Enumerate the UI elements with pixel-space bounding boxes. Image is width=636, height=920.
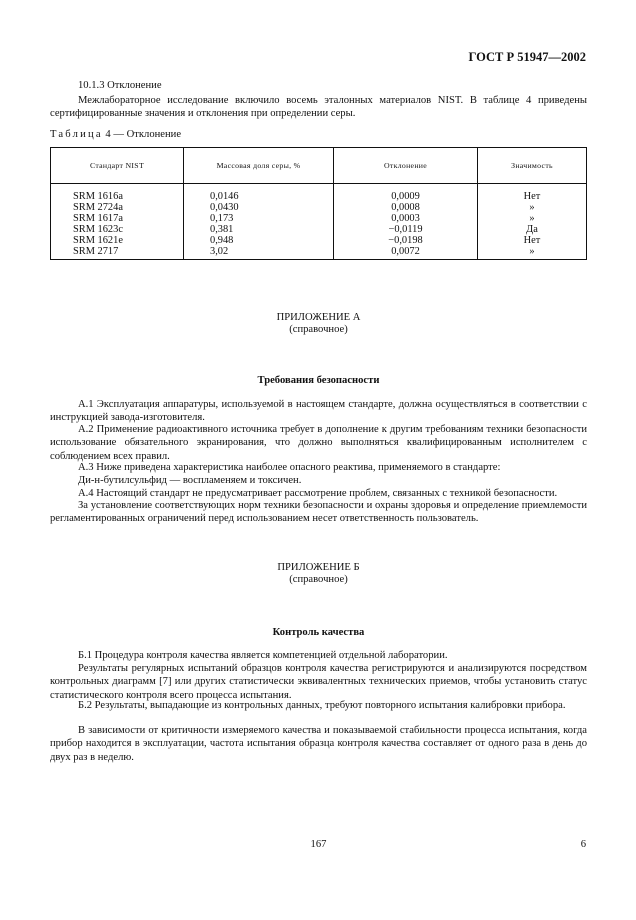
table-row	[51, 184, 587, 203]
header-deviation: Отклонение	[334, 148, 478, 184]
section-title: 10.1.3 Отклонение	[78, 80, 162, 91]
cell-significance: Нет	[478, 235, 587, 246]
appendix-a-paragraph: А.2 Применение радиоактивного источника требует в дополнение к другим требованиям техники безопасности использование обязательного экранирования, что должно выполняться квалифицированным исполнителем с соблюдением всех правил.	[50, 424, 587, 462]
section-paragraph: Межлабораторное исследование включило восемь эталонных материалов NIST. В таблице 4 приведены сертифицированные значения и отклонения при определении серы.	[50, 95, 587, 120]
appendix-a-title: ПРИЛОЖЕНИЕ А	[276, 312, 361, 323]
appendix-a-paragraph: А.4 Настоящий стандарт не предусматривает рассмотрение проблем, связанных с техникой безопасности.	[78, 488, 558, 499]
cell-significance: »	[478, 213, 587, 224]
cell-deviation: −0,0198	[334, 235, 478, 246]
table-row	[51, 235, 587, 246]
appendix-b-title: ПРИЛОЖЕНИЕ Б	[277, 562, 360, 573]
cell-sulfur: 0,948	[184, 235, 334, 246]
cell-standard: SRM 1617a	[51, 213, 184, 224]
cell-significance: Да	[478, 224, 587, 235]
page-number-right: 6	[580, 839, 586, 850]
cell-sulfur: 0,0146	[184, 184, 334, 203]
cell-sulfur: 0,173	[184, 213, 334, 224]
table-row	[51, 213, 587, 224]
standard-code: ГОСТ Р 51947—2002	[468, 50, 586, 64]
cell-deviation: 0,0008	[334, 202, 478, 213]
cell-sulfur: 0,381	[184, 224, 334, 235]
appendix-b-heading: Контроль качества	[272, 627, 365, 638]
cell-sulfur: 0,0430	[184, 202, 334, 213]
appendix-a-paragraph: Ди-н-бутилсульфид — воспламеняем и токсичен.	[78, 475, 302, 486]
appendix-a-paragraph: За установление соответствующих норм техники безопасности и охраны здоровья и определение приемлемости регламентированных ограничений перед использованием несет ответственность пользователь.	[50, 500, 587, 525]
cell-sulfur: 3,02	[184, 246, 334, 260]
appendix-b-subtitle: (справочное)	[289, 574, 348, 585]
table-caption-rest: 4 — Отклонение	[102, 129, 182, 140]
cell-standard: SRM 1616a	[51, 184, 184, 203]
appendix-a-heading: Требования безопасности	[257, 375, 380, 386]
cell-significance: »	[478, 246, 587, 260]
header-significance: Значимость	[478, 148, 587, 184]
appendix-b-paragraph: В зависимости от критичности измеряемого качества и показываемой стабильности процесса испытания, когда прибор находится в эксплуатации, частота испытания образца контроля качества составляет от одного раза в день до двух раз в неделю.	[50, 725, 587, 763]
cell-deviation: 0,0009	[334, 184, 478, 203]
header-sulfur: Массовая доля серы, %	[184, 148, 334, 184]
appendix-b-paragraph: Б.1 Процедура контроля качества является компетенцией отдельной лаборатории.	[78, 650, 448, 661]
cell-significance: »	[478, 202, 587, 213]
cell-standard: SRM 1621e	[51, 235, 184, 246]
table-row	[51, 202, 587, 213]
table-header-row	[51, 148, 587, 184]
cell-standard: SRM 2717	[51, 246, 184, 260]
deviation-table	[50, 147, 587, 260]
appendix-a-paragraph: А.3 Ниже приведена характеристика наиболее опасного реактива, применяемого в стандарте:	[78, 462, 501, 473]
appendix-b-paragraph: Б.2 Результаты, выпадающие из контрольных данных, требуют повторного испытания калибровки прибора.	[78, 700, 566, 711]
cell-significance: Нет	[478, 184, 587, 203]
page-number-center: 167	[310, 839, 327, 850]
appendix-a-paragraph: А.1 Эксплуатация аппаратуры, используемой в настоящем стандарте, должна осуществляться в соответствии с инструкцией завода-изготовителя.	[50, 399, 587, 424]
table-caption	[50, 129, 181, 140]
appendix-a-subtitle: (справочное)	[289, 324, 348, 335]
appendix-b-paragraph: Результаты регулярных испытаний образцов контроля качества регистрируются и анализируются посредством контрольных диаграмм [7] или других статистически эквивалентных технических приемов, чтобы установить статус статистического контроля всего процесса испытания.	[50, 663, 587, 701]
cell-deviation: 0,0003	[334, 213, 478, 224]
table-row	[51, 246, 587, 260]
header-standard: Стандарт NIST	[51, 148, 184, 184]
table-caption-prefix: Таблица	[50, 129, 103, 140]
cell-standard: SRM 2724a	[51, 202, 184, 213]
table-row	[51, 224, 587, 235]
cell-deviation: −0,0119	[334, 224, 478, 235]
cell-deviation: 0,0072	[334, 246, 478, 260]
cell-standard: SRM 1623c	[51, 224, 184, 235]
